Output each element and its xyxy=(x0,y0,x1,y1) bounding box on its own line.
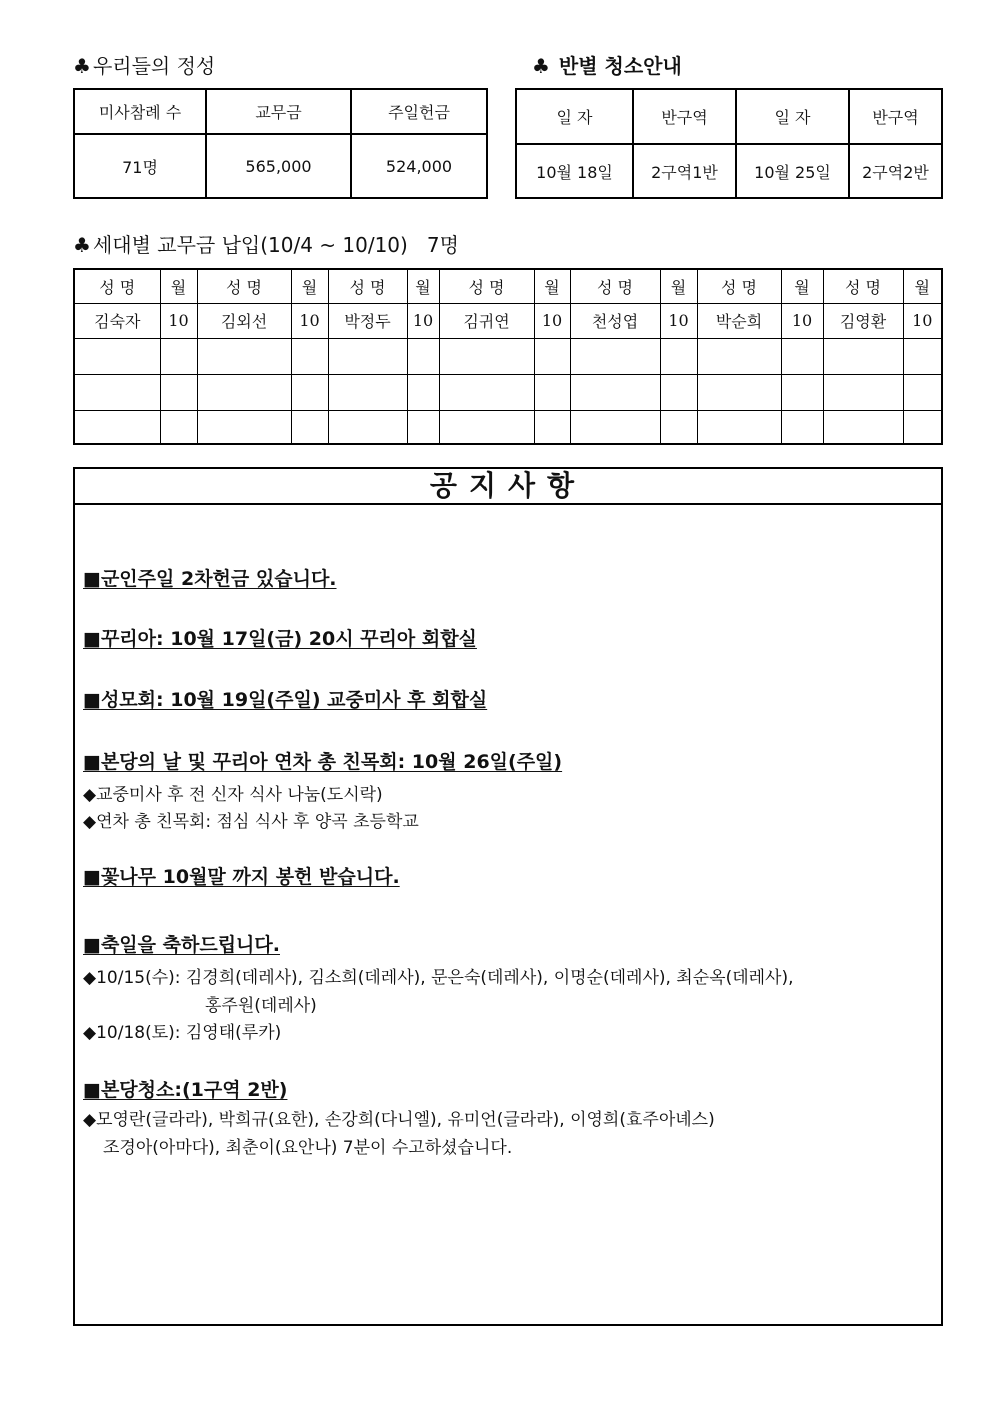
dues-month-cell: 10 xyxy=(903,303,942,338)
notice-heading-text: 군인주일 2차헌금 있습니다. xyxy=(100,568,337,590)
dues-empty-cell xyxy=(903,410,942,444)
dues-header-name: 성 명 xyxy=(74,269,160,303)
dues-empty-cell xyxy=(534,374,570,410)
notice-heading xyxy=(83,564,337,591)
dues-header-month: 월 xyxy=(781,269,823,303)
dues-empty-cell xyxy=(197,410,291,444)
diamond-bullet-icon: ◆ xyxy=(83,812,97,832)
notice-detail-line xyxy=(83,780,383,805)
dues-empty-cell xyxy=(407,374,439,410)
dues-header-name: 성 명 xyxy=(197,269,291,303)
dues-empty-cell xyxy=(823,338,903,374)
dues-header-row xyxy=(74,269,942,303)
dues-empty-cell xyxy=(74,374,160,410)
notice-box xyxy=(73,467,943,1326)
dues-header-name: 성 명 xyxy=(823,269,903,303)
notice-heading xyxy=(83,1075,287,1102)
dues-empty-row xyxy=(74,374,942,410)
offerings-table xyxy=(73,88,488,199)
cleaning-table xyxy=(515,88,943,199)
notice-heading xyxy=(83,930,280,957)
square-bullet-icon: ■ xyxy=(83,628,101,650)
diamond-bullet-icon: ◆ xyxy=(83,1110,97,1130)
club-icon: ♣ xyxy=(73,54,91,78)
offerings-header-attendance: 미사참례 수 xyxy=(74,89,206,134)
diamond-bullet-icon: ◆ xyxy=(83,1023,97,1043)
notice-detail-text: 모영란(글라라), 박희규(요한), 손강희(다니엘), 유미언(글라라), 이영희(효주아녜스) xyxy=(96,1110,715,1130)
dues-name-cell: 김귀연 xyxy=(439,303,534,338)
dues-empty-cell xyxy=(534,410,570,444)
dues-header-name: 성 명 xyxy=(697,269,781,303)
dues-empty-cell xyxy=(439,374,534,410)
dues-data-row xyxy=(74,303,942,338)
notice-detail-line xyxy=(83,807,419,832)
cleaning-title-text: 반별 청소안내 xyxy=(558,54,682,78)
offerings-title-text: 우리들의 정성 xyxy=(92,54,216,78)
dues-empty-cell xyxy=(534,338,570,374)
dues-empty-cell xyxy=(328,410,407,444)
dues-empty-cell xyxy=(660,374,697,410)
notice-detail-line xyxy=(103,1133,512,1158)
notice-detail-line xyxy=(205,991,317,1016)
dues-name-cell: 박순희 xyxy=(697,303,781,338)
dues-empty-cell xyxy=(407,410,439,444)
diamond-bullet-icon: ◆ xyxy=(83,968,97,988)
notice-detail-text: 10/18(토): 김영태(루카) xyxy=(96,1023,282,1043)
notice-detail-line xyxy=(83,1018,281,1043)
notice-heading xyxy=(83,624,477,651)
notice-detail-text: 홍주원(데레사) xyxy=(205,996,317,1016)
dues-header-month: 월 xyxy=(660,269,697,303)
dues-header-name: 성 명 xyxy=(328,269,407,303)
notice-heading-text: 꽃나무 10월말 까지 봉헌 받습니다. xyxy=(100,866,400,888)
dues-header-name: 성 명 xyxy=(439,269,534,303)
cleaning-header-zone-2: 반구역 xyxy=(849,89,942,144)
dues-name-cell: 박정두 xyxy=(328,303,407,338)
dues-empty-cell xyxy=(660,338,697,374)
dues-header-name: 성 명 xyxy=(570,269,660,303)
dues-empty-cell xyxy=(570,338,660,374)
offerings-value-attendance: 71명 xyxy=(74,134,206,198)
square-bullet-icon: ■ xyxy=(83,689,101,711)
dues-empty-row xyxy=(74,410,942,444)
square-bullet-icon: ■ xyxy=(83,1079,101,1101)
cleaning-date-2: 10월 25일 xyxy=(736,144,849,198)
dues-empty-cell xyxy=(160,338,197,374)
notice-heading-text: 축일을 축하드립니다. xyxy=(100,934,280,956)
notice-heading-text: 꾸리아: 10월 17일(금) 20시 꾸리아 회합실 xyxy=(100,628,477,650)
dues-empty-cell xyxy=(439,338,534,374)
notice-detail-line xyxy=(83,1105,715,1130)
dues-empty-cell xyxy=(74,410,160,444)
diamond-bullet-icon: ◆ xyxy=(83,785,97,805)
dues-empty-cell xyxy=(823,410,903,444)
offerings-header-dues: 교무금 xyxy=(206,89,351,134)
dues-empty-cell xyxy=(697,338,781,374)
dues-empty-cell xyxy=(570,374,660,410)
offerings-value-sunday: 524,000 xyxy=(351,134,487,198)
dues-month-cell: 10 xyxy=(291,303,328,338)
dues-header-month: 월 xyxy=(534,269,570,303)
notice-heading xyxy=(83,747,562,774)
dues-empty-cell xyxy=(291,410,328,444)
dues-empty-cell xyxy=(903,338,942,374)
dues-empty-cell xyxy=(781,338,823,374)
cleaning-zone-1: 2구역1반 xyxy=(633,144,736,198)
offerings-value-dues: 565,000 xyxy=(206,134,351,198)
dues-header-month: 월 xyxy=(407,269,439,303)
cleaning-zone-2: 2구역2반 xyxy=(849,144,942,198)
dues-empty-cell xyxy=(197,374,291,410)
notice-title: 공지사항 xyxy=(75,469,941,505)
club-icon: ♣ xyxy=(73,233,91,257)
dues-empty-cell xyxy=(197,338,291,374)
notice-detail-line xyxy=(83,963,794,988)
dues-name-cell: 김영환 xyxy=(823,303,903,338)
dues-month-cell: 10 xyxy=(534,303,570,338)
dues-header-month: 월 xyxy=(903,269,942,303)
notice-heading xyxy=(83,862,400,889)
dues-name-cell: 천성엽 xyxy=(570,303,660,338)
notice-heading xyxy=(83,685,487,712)
notice-heading-text: 성모회: 10월 19일(주일) 교중미사 후 회합실 xyxy=(100,689,488,711)
cleaning-header-zone-1: 반구역 xyxy=(633,89,736,144)
dues-empty-row xyxy=(74,338,942,374)
dues-empty-cell xyxy=(697,374,781,410)
dues-empty-cell xyxy=(781,374,823,410)
square-bullet-icon: ■ xyxy=(83,751,101,773)
square-bullet-icon: ■ xyxy=(83,934,101,956)
dues-name-cell: 김숙자 xyxy=(74,303,160,338)
dues-month-cell: 10 xyxy=(407,303,439,338)
square-bullet-icon: ■ xyxy=(83,866,101,888)
dues-empty-cell xyxy=(328,338,407,374)
dues-title-text: 세대별 교무금 납입(10/4 ~ 10/10) 7명 xyxy=(92,233,459,257)
dues-month-cell: 10 xyxy=(660,303,697,338)
notice-detail-text: 조경아(아마다), 최춘이(요안나) 7분이 수고하셨습니다. xyxy=(103,1138,513,1158)
dues-name-cell: 김외선 xyxy=(197,303,291,338)
dues-empty-cell xyxy=(903,374,942,410)
square-bullet-icon: ■ xyxy=(83,568,101,590)
cleaning-header-date-1: 일 자 xyxy=(516,89,633,144)
dues-empty-cell xyxy=(160,374,197,410)
dues-empty-cell xyxy=(291,374,328,410)
dues-header-month: 월 xyxy=(291,269,328,303)
notice-detail-text: 연차 총 친목회: 점심 식사 후 양곡 초등학교 xyxy=(96,812,419,832)
dues-empty-cell xyxy=(781,410,823,444)
offerings-header-sunday: 주일헌금 xyxy=(351,89,487,134)
notice-heading-text: 본당청소:(1구역 2반) xyxy=(100,1079,288,1101)
dues-month-cell: 10 xyxy=(160,303,197,338)
dues-empty-cell xyxy=(407,338,439,374)
dues-empty-cell xyxy=(291,338,328,374)
dues-header-month: 월 xyxy=(160,269,197,303)
cleaning-title xyxy=(532,50,682,79)
notice-detail-text: 교중미사 후 전 신자 식사 나눔(도시락) xyxy=(96,785,383,805)
dues-title xyxy=(73,229,459,258)
dues-empty-cell xyxy=(660,410,697,444)
dues-empty-cell xyxy=(439,410,534,444)
dues-month-cell: 10 xyxy=(781,303,823,338)
notice-detail-text: 10/15(수): 김경희(데레사), 김소희(데레사), 문은숙(데레사), 이명순(데레사), 최순옥(데레사), xyxy=(96,968,794,988)
cleaning-header-date-2: 일 자 xyxy=(736,89,849,144)
dues-empty-cell xyxy=(697,410,781,444)
dues-empty-cell xyxy=(160,410,197,444)
dues-empty-cell xyxy=(328,374,407,410)
dues-empty-cell xyxy=(570,410,660,444)
dues-empty-cell xyxy=(823,374,903,410)
offerings-title xyxy=(73,50,215,79)
notice-heading-text: 본당의 날 및 꾸리아 연차 총 친목회: 10월 26일(주일) xyxy=(100,751,563,773)
club-icon: ♣ xyxy=(532,54,550,78)
cleaning-date-1: 10월 18일 xyxy=(516,144,633,198)
dues-empty-cell xyxy=(74,338,160,374)
dues-table xyxy=(73,268,943,445)
